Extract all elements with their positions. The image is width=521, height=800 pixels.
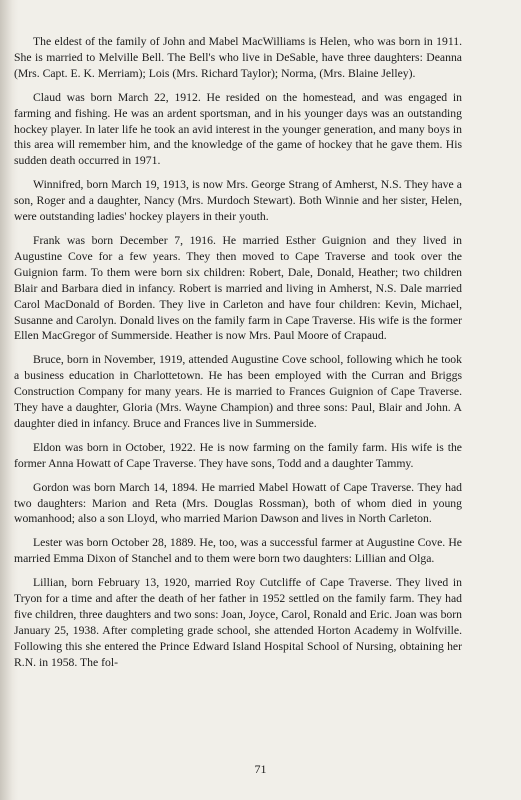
page-number: 71 bbox=[254, 762, 267, 776]
paragraph-frank: Frank was born December 7, 1916. He married Esther Guignion and they lived in Augustine Cove for a few years. They then moved to Cape Traverse and took over the Guignion farm. To them were born six children: Robert, Dale, Donald, Heather; two children Blair and Barbara died in infancy. Robert is married and living in Amherst, N.S. Dale married Carol MacDonald of Borden. They live in Carleton and have four children: Kevin, Michael, Susanne and Carolyn. Donald lives on the family farm in Cape Traverse. His wife is the former Ellen MacGregor of Summerside. Heather is now Mrs. Paul Moore of Crapaud. bbox=[14, 233, 462, 343]
paragraph-lester: Lester was born October 28, 1889. He, too, was a successful farmer at Augustine Cove. He married Emma Dixon of Stanchel and to them were born two daughters: Lillian and Olga. bbox=[14, 536, 462, 566]
paragraph-gordon: Gordon was born March 14, 1894. He married Mabel Howatt of Cape Traverse. They had two daughters: Marion and Reta (Mrs. Douglas Rossman), both of whom died in young womanhood; also a son Lloyd, who married Marion Dawson and lives in North Carleton. bbox=[14, 480, 462, 526]
paragraph-winnifred: Winnifred, born March 19, 1913, is now Mrs. George Strang of Amherst, N.S. They have a son, Roger and a daughter, Nancy (Mrs. Murdoch Stewart). Both Winnie and her sister, Helen, were outstanding ladies' hockey players in their youth. bbox=[14, 178, 462, 224]
paragraph-bruce: Bruce, born in November, 1919, attended Augustine Cove school, following which he took a business education in Charlottetown. He has been employed with the Curran and Briggs Construction Company for many years. He is married to Frances Guignion of Cape Traverse. They have a daughter, Gloria (Mrs. Wayne Champion) and three sons: Paul, Blair and John. A daughter died in infancy. Bruce and Frances live in Summerside. bbox=[14, 353, 462, 430]
text-column bbox=[14, 34, 462, 679]
paragraph-lillian: Lillian, born February 13, 1920, married Roy Cutcliffe of Cape Traverse. They lived in Tryon for a time and after the death of her father in 1952 settled on the family farm. They had five children, three daughters and two sons: Joan, Joyce, Carol, Ronald and Eric. Joan was born January 25, 1938. After completing grade school, she attended Horton Academy in Wolfville. Following this she entered the Prince Edward Island Hospital School of Nursing, obtaining her R.N. in 1958. The fol- bbox=[14, 576, 462, 669]
paragraph-eldon: Eldon was born in October, 1922. He is now farming on the family farm. His wife is the former Anna Howatt of Cape Traverse. They have sons, Todd and a daughter Tammy. bbox=[14, 440, 462, 470]
paragraph-claud: Claud was born March 22, 1912. He resided on the homestead, and was engaged in farming and fishing. He was an ardent sportsman, and in his younger days was an outstanding hockey player. In later life he took an avid interest in the younger generation, and many boys in this area will remember him, and the knowledge of the game of hockey that he gave them. His sudden death occurred in 1971. bbox=[14, 90, 462, 168]
paragraph-helen: The eldest of the family of John and Mabel MacWilliams is Helen, who was born in 1911. She is married to Melville Bell. The Bell's who live in DeSable, have three daughters: Deanna (Mrs. Capt. E. K. Merriam); Lois (Mrs. Richard Taylor); Norma, (Mrs. Blaine Jelley). bbox=[14, 35, 462, 80]
